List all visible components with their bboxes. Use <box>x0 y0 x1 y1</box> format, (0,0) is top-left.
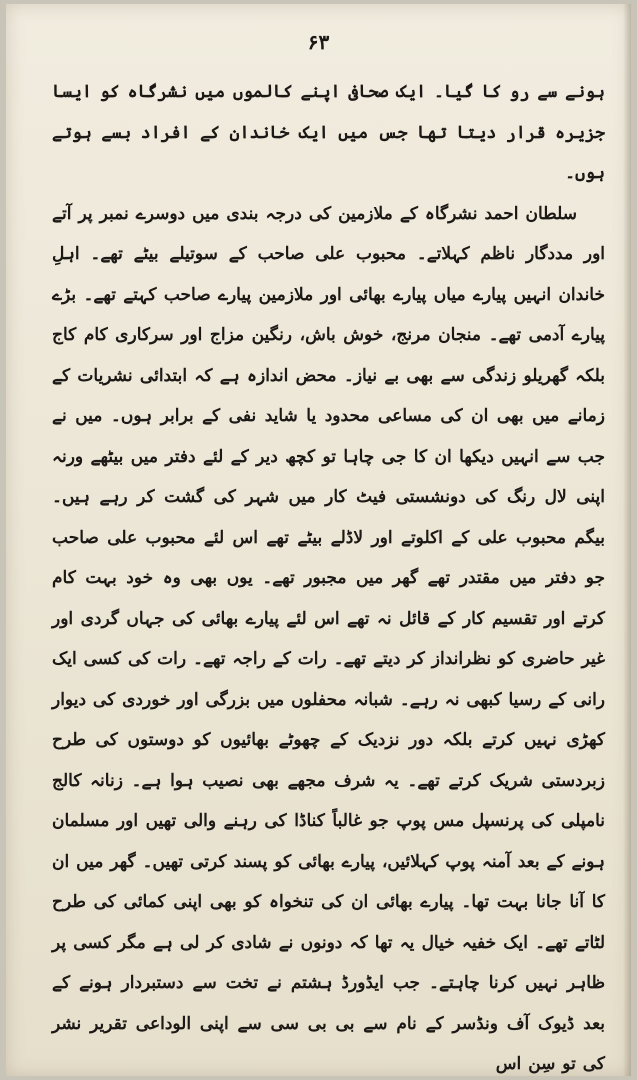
book-page <box>6 4 631 1076</box>
paragraph-2: سلطان احمد نشرگاہ کے ملازمین کی درجہ بندی میں دوسرے نمبر پر آتے اور مددگار ناظم کہلاتے۔ محبوب علی صاحب کے سوتیلے بیٹے تھے۔ اہلِ خاندان انہیں پیارے میاں پیارے بھائی اور ملازمین پیارے صاحب کہتے تھے۔ بڑے پیارے آدمی تھے۔ منجان مرنج، خوش باش، رنگین مزاج اور سرکاری کام کاج بلکہ گھریلو زندگی سے بھی بے نیاز۔ محض اندازہ ہے کہ ابتدائی نشریات کے زمانے میں بھی ان کی مساعی محدود یا شاید نفی کے برابر ہوں۔ میں نے جب سے انہیں دیکھا ان کا جی چاہا تو کچھ دیر کے لئے دفتر میں بیٹھے ورنہ اپنی لال رنگ کی دونشستی فیٹ کار میں شہر کی گشت کر رہے ہیں۔ بیگم محبوب علی کے اکلوتے اور لاڈلے بیٹے تھے اس لئے محبوب علی صاحب جو دفتر میں مقتدر تھے گھر میں مجبور تھے۔ یوں بھی وہ خود بہت کام کرتے اور تقسیم کار کے قائل نہ تھے اس لئے پیارے بھائی کی جہاں گردی اور غیر حاضری کو نظرانداز کر دیتے تھے۔ رات کے راجہ تھے۔ رات کی کسی ایک رانی کے رسیا کبھی نہ رہے۔ شبانہ محفلوں میں بزرگی اور خوردی کی دیوار کھڑی نہیں کرتے بلکہ دور نزدیک کے چھوٹے بھائیوں کو دوستوں کی طرح زبردستی شریک کرتے تھے۔ یہ شرف مجھے بھی نصیب ہوا ہے۔ زنانہ کالج نامپلی کی پرنسپل مس پوپ جو غالباً کناڈا کی رہنے والی تھیں اور مسلمان ہونے کے بعد آمنہ پوپ کہلائیں، پیارے بھائی کو پسند کرتی تھیں۔ گھر میں ان کا آنا جانا بہت تھا۔ پیارے بھائی ان کی تنخواہ کو بھی اپنی کمائی کی طرح لٹاتے تھے۔ ایک خفیہ خیال یہ تھا کہ دونوں نے شادی کر لی ہے مگر کسی پر ظاہر نہیں کرنا چاہتے۔ جب ایڈورڈ ہشتم نے تخت سے دستبردار ہونے کے بعد ڈیوک آف ونڈسر کے نام سے بی بی سی سے اپنی الوداعی تقریر نشر کی تو سِن اس <box>52 203 605 1074</box>
paragraph-1: ہونے سے رو کا گیا۔ ایک صحافی اپنے کالموں میں نشرگاہ کو ایسا جزیرہ قرار دیتا تھا جس میں ایک خاندان کے افراد بسے ہوتے ہوں۔ <box>52 82 605 183</box>
page-body <box>52 72 605 1076</box>
page-edge-shadow <box>623 4 631 1076</box>
page-number: ۶۳ <box>307 30 330 54</box>
